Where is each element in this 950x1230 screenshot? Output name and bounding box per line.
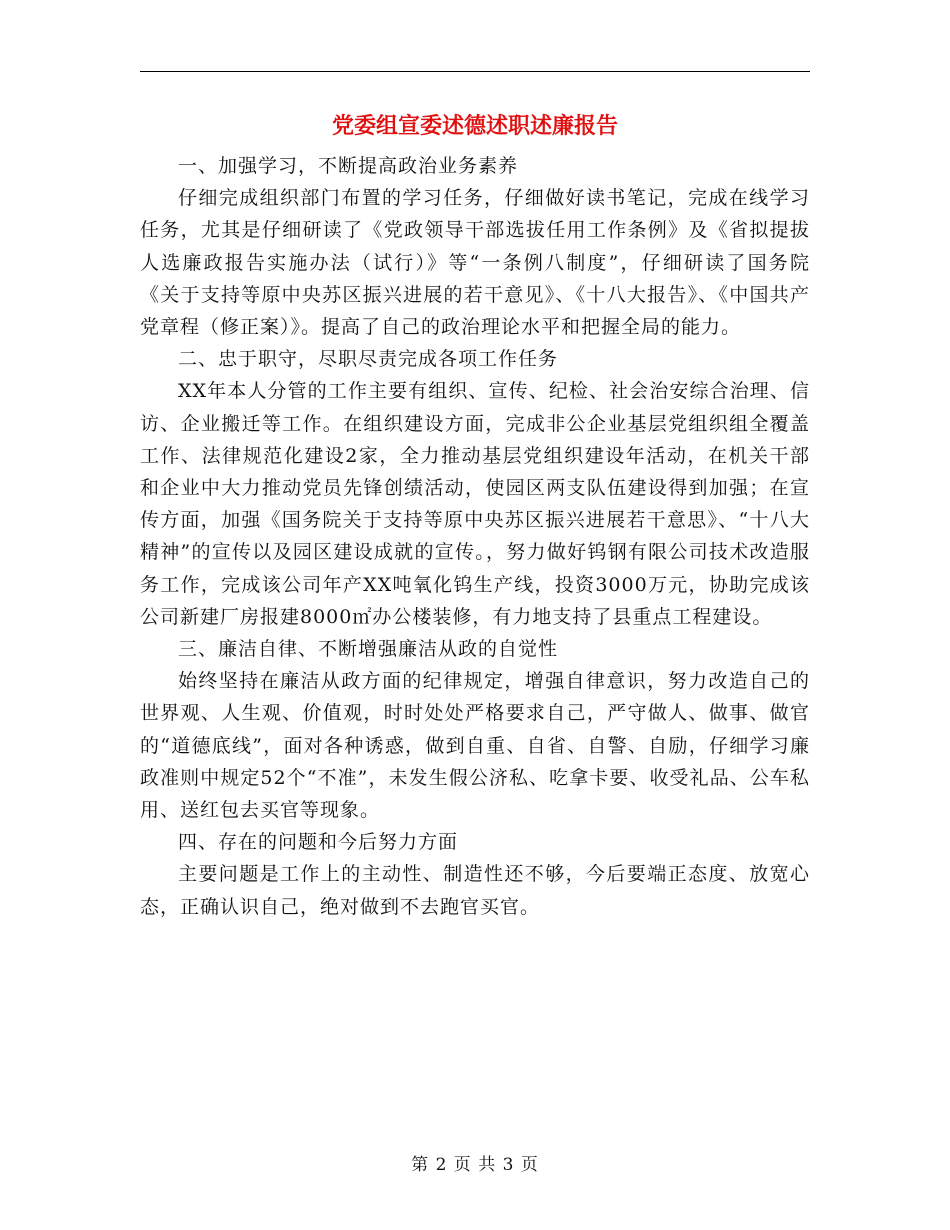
document-title: 党委组宣委述德述职述廉报告: [331, 113, 618, 139]
section-paragraph-3: 始终坚持在廉洁从政方面的纪律规定，增强自律意识，努力改造自己的世界观、人生观、价值观，时时处处严格要求自己，严守做人、做事、做官的“道德底线”，面对各种诱惑，做到自重、自省、自警、自励，仔细学习廉政准则中规定52个“不准”，未发生假公济私、吃拿卡要、收受礼品、公车私用、送红包去买官等现象。: [140, 670, 810, 822]
section-paragraph-1: 仔细完成组织部门布置的学习任务，仔细做好读书笔记，完成在线学习任务，尤其是仔细研读了《党政领导干部选拔任用工作条例》及《省拟提拔人选廉政报告实施办法（试行）》等“一条例八制度”，仔细研读了国务院《关于支持等原中央苏区振兴进展的若干意见》、《十八大报告》、《中国共产党章程（修正案）》。提高了自己的政治理论水平和把握全局的能力。: [140, 187, 810, 339]
header-rule: [140, 71, 810, 72]
section-heading-1: 一、加强学习，不断提高政治业务素养: [178, 155, 519, 177]
section-paragraph-4: 主要问题是工作上的主动性、制造性还不够，今后要端正态度、放宽心态，正确认识自己，绝对做到不去跑官买官。: [140, 863, 810, 918]
document-body: [140, 150, 810, 923]
section-heading-3: 三、廉洁自律、不断增强廉洁从政的自觉性: [178, 638, 559, 661]
page-number: 第 2 页 共 3 页: [411, 1155, 539, 1175]
section-paragraph-2: XX年本人分管的工作主要有组织、宣传、纪检、社会治安综合治理、信访、企业搬迁等工作。在组织建设方面，完成非公企业基层党组织组全覆盖工作、法律规范化建设2家，全力推动基层党组织建设年活动，在机关干部和企业中大力推动党员先锋创绩活动，使园区两支队伍建设得到加强；在宣传方面，加强《国务院关于支持等原中央苏区振兴进展若干意思》、“十八大精神”的宣传以及园区建设成就的宣传。，努力做好钨钢有限公司技术改造服务工作，完成该公司年产XX吨氧化钨生产线，投资3000万元，协助完成该公司新建厂房报建8000㎡办公楼装修，有力地支持了县重点工程建设。: [140, 380, 810, 628]
section-heading-4: 四、存在的问题和今后努力方面: [178, 831, 459, 854]
section-heading-2: 二、忠于职守，尽职尽责完成各项工作任务: [178, 348, 559, 371]
